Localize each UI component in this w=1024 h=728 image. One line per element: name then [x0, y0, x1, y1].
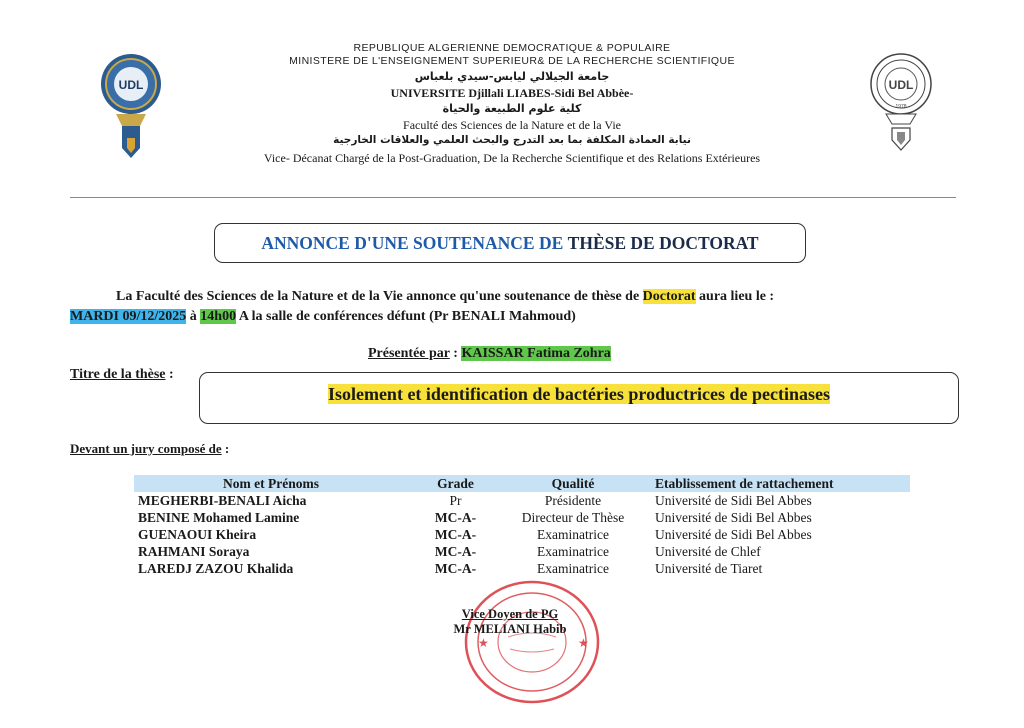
- jury-member-name: MEGHERBI-BENALI Aicha: [138, 492, 307, 508]
- thesis-label: Titre de la thèse: [70, 367, 166, 382]
- logo-right-year: 1978: [895, 104, 907, 110]
- jury-member-quality: Directeur de Thèse: [521, 509, 625, 525]
- jury-member-institution: Université de Sidi Bel Abbes: [655, 509, 812, 525]
- thesis-title-wrap: [199, 384, 959, 405]
- announcement-title-box: [214, 223, 806, 263]
- thesis-label-line: [70, 367, 174, 383]
- jury-colon: :: [224, 441, 230, 456]
- jury-member-quality: Examinatrice: [537, 560, 609, 576]
- jury-member-grade: MC-A-: [434, 543, 477, 559]
- table-row: [134, 492, 910, 509]
- defense-date: MARDI 09/12/2025: [70, 309, 187, 324]
- announcement-a: à: [189, 309, 197, 324]
- header-faculty-fr: Faculté des Sciences de la Nature et de la Vie: [403, 118, 621, 132]
- header-institution: Etablissement de rattachement: [643, 475, 910, 492]
- announcement-text2: aura lieu le :: [699, 289, 775, 304]
- header-name: Nom et Prénoms: [134, 475, 408, 492]
- jury-member-name: RAHMANI Soraya: [138, 543, 250, 559]
- svg-text:★: ★: [578, 636, 589, 650]
- jury-member-grade: MC-A-: [434, 560, 477, 576]
- header-university-fr: UNIVERSITE Djillali LIABES-Sidi Bel Abbèe-: [390, 86, 634, 100]
- jury-member-institution: Université de Sidi Bel Abbes: [655, 526, 812, 542]
- logo-right-text: UDL: [888, 78, 914, 92]
- header-ministry: MINISTERE DE L'ENSEIGNEMENT SUPERIEUR& DE LA RECHERCHE SCIENTIFIQUE: [289, 55, 735, 67]
- jury-member-institution: Université de Chlef: [655, 543, 761, 559]
- jury-member-quality: Présidente: [544, 492, 602, 508]
- jury-label: Devant un jury composé de: [70, 441, 222, 456]
- signature-name: Mr MELIANI Habib: [453, 622, 567, 636]
- title-part1: ANNONCE D'UNE SOUTENANCE DE: [261, 232, 564, 253]
- presenter-name: KAISSAR Fatima Zohra: [461, 346, 611, 361]
- title-part2: THÈSE DE DOCTORAT: [567, 232, 759, 253]
- presenter-label: Présentée par: [368, 346, 450, 361]
- jury-member-grade: MC-A-: [434, 526, 477, 542]
- jury-member-name: BENINE Mohamed Lamine: [138, 509, 300, 525]
- presenter-line: [368, 346, 611, 362]
- jury-member-name: GUENAOUI Kheira: [138, 526, 257, 542]
- header-divider: [70, 197, 956, 198]
- defense-time: 14h00: [200, 309, 237, 324]
- header-quality: Qualité: [503, 475, 643, 492]
- table-row: [134, 526, 910, 543]
- table-row: [134, 509, 910, 526]
- jury-member-institution: Université de Tiaret: [655, 560, 763, 576]
- defense-place: A la salle de conférences défunt (Pr BENALI Mahmoud): [238, 309, 576, 324]
- thesis-colon: :: [169, 367, 174, 382]
- jury-member-quality: Examinatrice: [537, 543, 609, 559]
- header-deanery-fr: Vice- Décanat Chargé de la Post-Graduation, De la Recherche Scientifique et des Relations Extérieures: [263, 151, 761, 165]
- highlight-doctorat: Doctorat: [642, 289, 696, 304]
- header-republic: REPUBLIQUE ALGERIENNE DEMOCRATIQUE & POPULAIRE: [353, 42, 671, 54]
- table-row: [134, 543, 910, 560]
- logo-left-text: UDL: [118, 78, 144, 92]
- announcement-text1: La Faculté des Sciences de la Nature et de la Vie annonce qu'une soutenance de thèse de: [116, 289, 640, 304]
- jury-member-grade: Pr: [449, 492, 462, 508]
- jury-header-row: [134, 475, 910, 492]
- header-university-ar: جامعة الجيلالي ليابس-سيدي بلعباس: [414, 70, 610, 83]
- jury-member-name: LAREDJ ZAZOU Khalida: [138, 560, 294, 576]
- header-faculty-ar: كلية علوم الطبيعة والحياة: [442, 102, 582, 115]
- jury-label-line: [70, 441, 229, 457]
- jury-member-institution: Université de Sidi Bel Abbes: [655, 492, 812, 508]
- header-grade: Grade: [408, 475, 503, 492]
- official-stamp: [458, 575, 606, 709]
- header-deanery-ar: نيابة العمادة المكلفة بما بعد التدرج والبحث العلمي والعلاقات الخارجية: [333, 134, 691, 146]
- jury-member-quality: Examinatrice: [537, 526, 609, 542]
- presenter-colon: :: [453, 346, 458, 361]
- announcement-paragraph: [70, 287, 960, 327]
- jury-table: [134, 475, 910, 577]
- jury-member-grade: MC-A-: [434, 509, 477, 525]
- thesis-title: Isolement et identification de bactéries productrices de pectinases: [327, 384, 831, 404]
- svg-text:★: ★: [478, 636, 489, 650]
- signature-title: Vice Doyen de PG: [461, 607, 559, 621]
